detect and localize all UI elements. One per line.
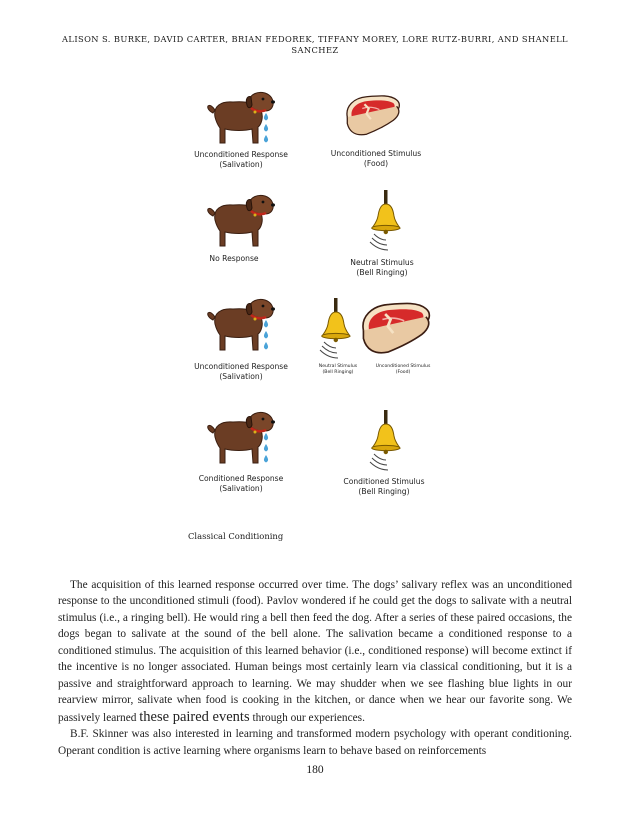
row3-neutral-stimulus-label: Neutral Stimulus (Bell Ringing) (318, 364, 358, 375)
page-number: 180 (306, 764, 324, 776)
running-header: ALISON S. BURKE, DAVID CARTER, BRIAN FEDOREK, TIFFANY MOREY, LORE RUTZ-BURRI, AND SHANELL SANCHEZ (62, 34, 568, 55)
steak-icon (343, 92, 403, 140)
row1-stimulus-label: Unconditioned Stimulus (Food) (330, 149, 422, 168)
row1-response-label: Unconditioned Response (Salivation) (194, 150, 288, 169)
row3-unconditioned-stimulus-label: Unconditioned Stimulus (Food) (375, 364, 431, 375)
ringing-bell-icon (318, 298, 354, 360)
row2-stimulus-label: Neutral Stimulus (Bell Ringing) (350, 258, 414, 277)
paragraph: The acquisition of this learned response occurred over time. The dogs’ salivary reflex was an unconditioned response to the unconditioned stimuli (food). Pavlov wondered if he could get the dogs to salivate with a neutral stimulus (i.e., a ringing bell). He would ring a bell then feed the dog. After a series of these paired occasions, the dogs began to salivate at the sound of the bell alone. The salivation became a conditioned response to a conditioned stimulus. The acquisition of this learned behavior (i.e., conditioned response) will become extinct if the incentive is no longer associated. Human beings most certainly learn via classical conditioning, but it is a passive and straightforward approach to learning. We may shudder when we see flashing blue lights in our rearview mirror, salivate when food is cooking in the kitchen, or dance when we hear our favorite song. We passively learned these paired events through our experiences. (58, 579, 572, 725)
steak-icon (358, 300, 434, 358)
row3-response-label: Unconditioned Response (Salivation) (194, 362, 288, 381)
row2-response-label: No Response (209, 254, 259, 263)
ringing-bell-icon (368, 410, 404, 472)
row4-stimulus-label: Conditioned Stimulus (Bell Ringing) (343, 477, 425, 496)
figure-caption: Classical Conditioning (188, 531, 284, 541)
dog-icon (203, 194, 279, 250)
ringing-bell-icon (368, 190, 404, 252)
paragraph: B.F. Skinner was also interested in learning and transformed modern psychology with operant conditioning. Operant condition is active learning where organisms learn to behave based on reinforcements (58, 728, 572, 757)
body-text (58, 577, 572, 759)
emphasized-phrase: these paired events (139, 708, 250, 725)
salivating-dog-icon (203, 91, 279, 147)
salivating-dog-icon (203, 298, 279, 354)
row4-response-label: Conditioned Response (Salivation) (198, 474, 284, 493)
salivating-dog-icon (203, 411, 279, 467)
